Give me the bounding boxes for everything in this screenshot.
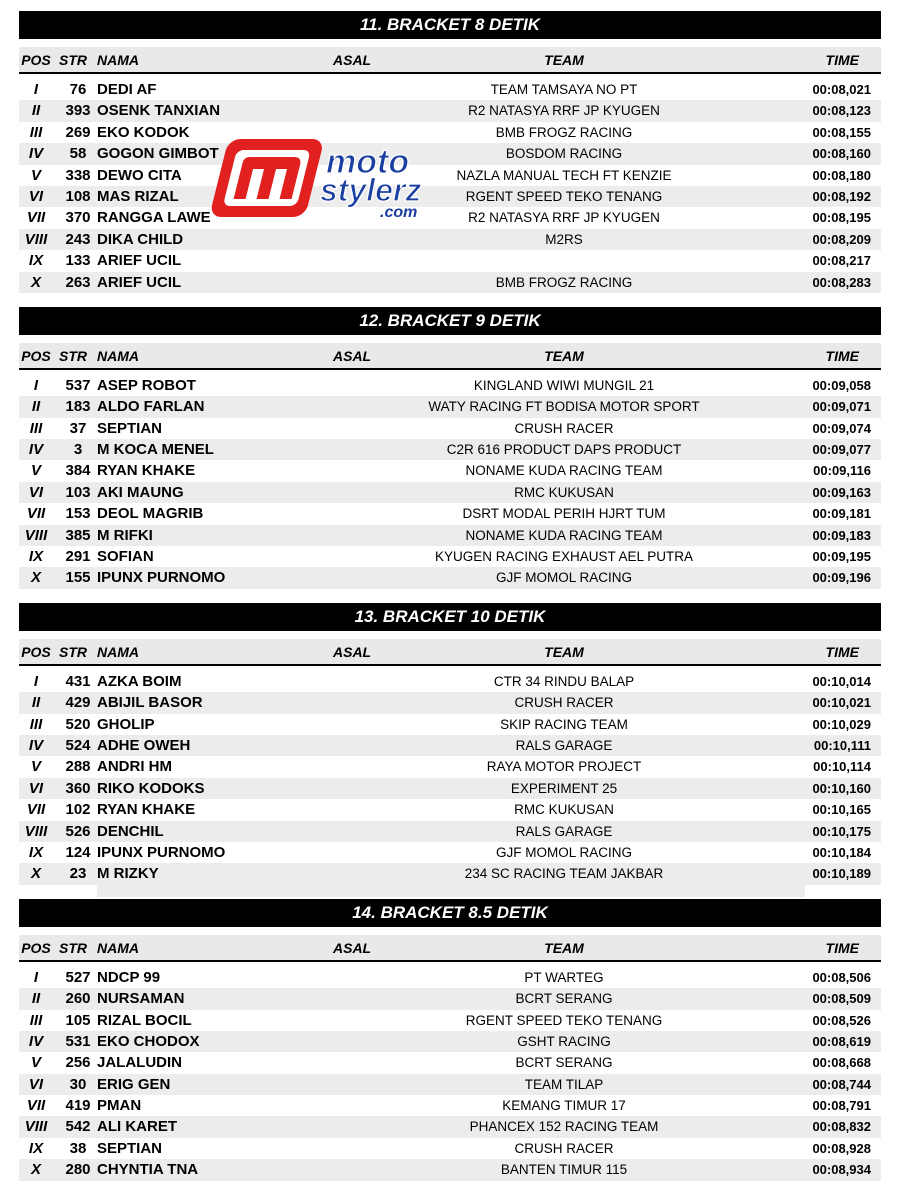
column-header-row [19, 47, 881, 74]
cell-nama: RIKO KODOKS [97, 779, 205, 797]
cell-nama: ABIJIL BASOR [97, 694, 203, 712]
cell-str: 260 [65, 990, 91, 1008]
table-row [19, 100, 881, 121]
cell-str: 23 [69, 865, 87, 883]
cell-str: 30 [69, 1075, 87, 1093]
cell-team: R2 NATASYA RRF JP KYUGEN [468, 210, 660, 226]
cell-nama: M RIZKY [97, 865, 159, 883]
cell-time: 00:08,832 [812, 1119, 871, 1135]
table-row [19, 842, 881, 863]
column-header-str: STR [59, 52, 87, 68]
cell-time: 00:10,165 [812, 802, 871, 818]
cell-time: 00:08,526 [812, 1012, 871, 1028]
table-row [19, 1159, 881, 1180]
column-header-time: TIME [825, 643, 859, 660]
cell-nama: RYAN KHAKE [97, 462, 196, 480]
column-header-str: STR [59, 939, 87, 956]
cell-team: GJF MOMOL RACING [495, 844, 632, 860]
cell-time: 00:09,077 [812, 442, 871, 458]
cell-team: 234 SC RACING TEAM JAKBAR [464, 866, 664, 882]
table-row [19, 1095, 881, 1116]
cell-nama: OSENK TANXIAN [97, 102, 221, 120]
cell-team: CRUSH RACER [514, 695, 614, 711]
cell-nama: IPUNX PURNOMO [97, 569, 226, 587]
cell-pos: VIII [24, 1118, 48, 1136]
cell-time: 00:08,209 [812, 231, 871, 247]
cell-time: 00:08,021 [812, 82, 871, 97]
table-row [19, 988, 881, 1009]
table-row [19, 863, 881, 884]
cell-nama: NURSAMAN [97, 990, 185, 1008]
bracket-section [19, 307, 881, 589]
cell-pos: X [30, 273, 41, 291]
cell-str: 419 [65, 1097, 91, 1115]
table-row [19, 503, 881, 524]
column-header-pos: POS [21, 939, 51, 956]
cell-pos: III [29, 1011, 43, 1029]
cell-pos: VII [26, 1097, 46, 1115]
cell-team: BCRT SERANG [515, 991, 613, 1007]
cell-time: 00:08,155 [812, 124, 871, 140]
column-header-nama: NAMA [97, 52, 139, 68]
cell-str: 527 [65, 968, 91, 986]
cell-time: 00:09,195 [812, 549, 871, 565]
cell-str: 269 [65, 123, 91, 141]
cell-time: 00:08,195 [812, 210, 871, 226]
cell-team: M2RS [545, 231, 583, 247]
cell-team: CRUSH RACER [514, 420, 614, 436]
cell-team: CRUSH RACER [514, 1140, 614, 1156]
cell-team: BMB FROGZ RACING [495, 124, 633, 140]
cell-team: RMC KUKUSAN [514, 484, 614, 500]
cell-time: 00:08,192 [812, 188, 871, 204]
cell-time: 00:09,181 [812, 506, 871, 522]
cell-team: RALS GARAGE [515, 737, 613, 753]
cell-str: 520 [65, 715, 91, 733]
cell-time: 00:10,029 [812, 716, 871, 732]
column-header-str: STR [59, 643, 87, 660]
cell-time: 00:10,184 [812, 844, 871, 860]
cell-time: 00:09,116 [813, 463, 871, 479]
table-row [19, 1138, 881, 1159]
cell-pos: IV [28, 441, 44, 459]
column-header-team: TEAM [544, 643, 584, 660]
cell-nama: JALALUDIN [97, 1054, 182, 1072]
table-row [19, 546, 881, 567]
column-header-team: TEAM [544, 939, 584, 956]
cell-pos: VII [26, 505, 46, 523]
table-row [19, 229, 881, 250]
cell-time: 00:09,074 [812, 420, 871, 436]
cell-pos: II [31, 990, 41, 1008]
table-row [19, 1074, 881, 1095]
cell-str: 58 [69, 145, 87, 163]
cell-nama: MAS RIZAL [97, 187, 179, 205]
cell-time: 00:08,619 [812, 1033, 871, 1049]
cell-time: 00:10,014 [812, 673, 871, 689]
cell-time: 00:10,114 [813, 759, 871, 775]
cell-team: BMB FROGZ RACING [495, 274, 633, 290]
svg-text:moto: moto [326, 143, 410, 181]
table-row [19, 482, 881, 503]
table-row [19, 778, 881, 799]
cell-pos: IV [28, 736, 44, 754]
column-header-nama: NAMA [97, 939, 139, 956]
cell-pos: IX [28, 548, 44, 566]
cell-nama: IPUNX PURNOMO [97, 843, 226, 861]
table-row [19, 396, 881, 417]
cell-pos: III [29, 123, 43, 141]
cell-time: 00:09,183 [812, 527, 871, 543]
cell-str: 263 [65, 273, 91, 291]
cell-team: WATY RACING FT BODISA MOTOR SPORT [428, 399, 700, 415]
cell-time: 00:09,163 [812, 484, 871, 500]
table-row [19, 799, 881, 820]
cell-pos: V [30, 166, 41, 184]
cell-pos: V [30, 758, 41, 776]
cell-pos: X [30, 865, 41, 883]
cell-str: 385 [65, 526, 91, 544]
cell-team: RAYA MOTOR PROJECT [486, 759, 642, 775]
cell-str: 370 [65, 209, 91, 227]
cell-str: 155 [65, 569, 91, 587]
cell-str: 37 [69, 419, 87, 437]
cell-pos: X [30, 1161, 41, 1179]
table-row [19, 250, 881, 271]
cell-time: 00:10,021 [812, 695, 871, 711]
cell-pos: IV [28, 1032, 44, 1050]
cell-time: 00:08,180 [812, 167, 871, 183]
cell-time: 00:08,744 [812, 1076, 871, 1092]
cell-str: 108 [65, 187, 91, 205]
cell-time: 00:08,934 [812, 1162, 871, 1178]
cell-team: NAZLA MANUAL TECH FT KENZIE [456, 167, 672, 183]
cell-str: 288 [65, 758, 91, 776]
cell-time: 00:09,058 [812, 377, 871, 393]
section-gap [19, 293, 881, 307]
cell-team: BOSDOM RACING [505, 146, 623, 162]
column-header-asal: ASAL [333, 52, 372, 68]
cell-pos: VIII [24, 822, 48, 840]
cell-team: RALS GARAGE [515, 823, 613, 839]
cell-str: 542 [65, 1118, 91, 1136]
cell-nama: SOFIAN [97, 548, 154, 566]
cell-team: BANTEN TIMUR 115 [500, 1162, 628, 1178]
column-header-time: TIME [825, 347, 859, 364]
column-header-nama: NAMA [97, 347, 139, 364]
cell-nama: M RIFKI [97, 526, 153, 544]
cell-pos: IX [28, 1139, 44, 1157]
cell-nama: RANGGA LAWE [97, 209, 211, 227]
cell-nama: ADHE OWEH [97, 736, 191, 754]
table-row [19, 1010, 881, 1031]
cell-pos: VIII [24, 526, 48, 544]
cell-nama: NDCP 99 [97, 968, 161, 986]
cell-str: 429 [65, 694, 91, 712]
cell-str: 393 [65, 102, 91, 120]
cell-str: 76 [69, 81, 87, 98]
cell-time: 00:09,071 [812, 399, 871, 415]
cell-nama: EKO KODOK [97, 123, 190, 141]
cell-team: NONAME KUDA RACING TEAM [465, 463, 663, 479]
cell-time: 00:08,928 [812, 1140, 871, 1156]
cell-pos: III [29, 419, 43, 437]
column-header-nama: NAMA [97, 643, 139, 660]
cell-team: TEAM TILAP [524, 1076, 604, 1092]
cell-pos: V [30, 1054, 41, 1072]
cell-nama: DEWO CITA [97, 166, 182, 184]
column-header-team: TEAM [544, 347, 584, 364]
cell-pos: VII [26, 801, 46, 819]
cell-str: 105 [65, 1011, 91, 1029]
section-title: 13. BRACKET 10 DETIK [19, 603, 881, 631]
cell-team: NONAME KUDA RACING TEAM [465, 527, 663, 543]
cell-time: 00:08,506 [812, 969, 871, 985]
cell-str: 38 [69, 1139, 87, 1157]
cell-pos: I [33, 376, 39, 394]
cell-str: 338 [65, 166, 91, 184]
cell-nama: GHOLIP [97, 715, 155, 733]
cell-nama: ARIEF UCIL [97, 273, 182, 291]
table-row [19, 756, 881, 777]
cell-time: 00:08,668 [812, 1055, 871, 1071]
table-row [19, 439, 881, 460]
cell-nama: ALDO FARLAN [97, 398, 205, 416]
table-row [19, 1116, 881, 1137]
column-header-pos: POS [21, 347, 51, 364]
cell-pos: VI [28, 187, 44, 205]
column-header-team: TEAM [544, 52, 584, 68]
cell-nama: ARIEF UCIL [97, 252, 182, 270]
cell-pos: VI [28, 483, 44, 501]
cell-team: KINGLAND WIWI MUNGIL 21 [473, 377, 655, 393]
cell-pos: III [29, 715, 43, 733]
cell-team: SKIP RACING TEAM [500, 716, 628, 732]
cell-str: 133 [65, 252, 91, 270]
section-title: 14. BRACKET 8.5 DETIK [19, 899, 881, 927]
cell-nama: ASEP ROBOT [97, 376, 196, 394]
cell-time: 00:09,196 [812, 570, 871, 586]
cell-pos: VI [28, 779, 44, 797]
row-shade-strip [97, 885, 805, 897]
cell-nama: DENCHIL [97, 822, 164, 840]
column-header-row [19, 343, 881, 370]
column-header-asal: ASAL [333, 347, 372, 364]
cell-pos: VIII [24, 230, 48, 248]
cell-time: 00:10,160 [812, 780, 871, 796]
cell-team: RMC KUKUSAN [514, 802, 614, 818]
cell-nama: ALI KARET [97, 1118, 177, 1136]
cell-team: EXPERIMENT 25 [510, 780, 618, 796]
cell-nama: RIZAL BOCIL [97, 1011, 192, 1029]
cell-str: 431 [65, 672, 91, 690]
cell-time: 00:10,189 [812, 866, 871, 882]
cell-team: C2R 616 PRODUCT DAPS PRODUCT [446, 442, 682, 458]
cell-nama: SEPTIAN [97, 1139, 163, 1157]
cell-nama: DIKA CHILD [97, 230, 184, 248]
bracket-section [19, 899, 881, 1181]
cell-nama: RYAN KHAKE [97, 801, 196, 819]
table-row [19, 735, 881, 756]
cell-str: 531 [65, 1032, 91, 1050]
column-header-time: TIME [825, 52, 859, 68]
cell-str: 183 [65, 398, 91, 416]
bracket-section [19, 603, 881, 897]
column-header-str: STR [59, 347, 87, 364]
cell-str: 537 [65, 376, 91, 394]
table-row [19, 525, 881, 546]
cell-team: RGENT SPEED TEKO TENANG [465, 1012, 663, 1028]
column-header-row [19, 935, 881, 962]
section-gap [19, 589, 881, 603]
table-row [19, 460, 881, 481]
cell-time: 00:08,791 [812, 1098, 871, 1114]
cell-time: 00:08,283 [812, 274, 871, 290]
column-header-asal: ASAL [333, 939, 372, 956]
cell-nama: ANDRI HM [97, 758, 172, 776]
cell-nama: SEPTIAN [97, 419, 163, 437]
cell-pos: I [33, 672, 39, 690]
cell-str: 3 [73, 441, 83, 459]
cell-team: PHANCEX 152 RACING TEAM [469, 1119, 659, 1135]
cell-time: 00:10,175 [812, 823, 871, 839]
cell-str: 124 [65, 843, 91, 861]
table-row [19, 375, 881, 396]
table-row [19, 567, 881, 588]
cell-pos: VI [28, 1075, 44, 1093]
cell-pos: IX [28, 252, 44, 270]
cell-nama: EKO CHODOX [97, 1032, 200, 1050]
section-title: 11. BRACKET 8 DETIK [19, 11, 881, 39]
table-row [19, 272, 881, 293]
cell-pos: V [30, 462, 41, 480]
section-title: 12. BRACKET 9 DETIK [19, 307, 881, 335]
cell-pos: I [33, 81, 39, 98]
column-header-row [19, 639, 881, 666]
cell-pos: II [31, 102, 41, 120]
cell-team: GSHT RACING [517, 1033, 611, 1049]
cell-str: 384 [65, 462, 91, 480]
cell-team: TEAM TAMSAYA NO PT [490, 82, 638, 97]
cell-str: 243 [65, 230, 91, 248]
cell-time: 00:08,217 [812, 253, 871, 269]
cell-time: 00:08,123 [812, 103, 871, 119]
cell-str: 153 [65, 505, 91, 523]
cell-team: PT WARTEG [524, 969, 604, 985]
cell-str: 102 [65, 801, 91, 819]
cell-team: GJF MOMOL RACING [495, 570, 632, 586]
cell-nama: CHYNTIA TNA [97, 1161, 199, 1179]
cell-team: KYUGEN RACING EXHAUST AEL PUTRA [434, 549, 694, 565]
cell-nama: DEDI AF [97, 81, 157, 98]
table-row [19, 671, 881, 692]
cell-team: R2 NATASYA RRF JP KYUGEN [468, 103, 660, 119]
cell-pos: I [33, 968, 39, 986]
cell-str: 103 [65, 483, 91, 501]
cell-pos: X [30, 569, 41, 587]
cell-str: 291 [65, 548, 91, 566]
column-header-time: TIME [825, 939, 859, 956]
cell-team: BCRT SERANG [515, 1055, 613, 1071]
cell-team: RGENT SPEED TEKO TENANG [465, 188, 663, 204]
cell-nama: AZKA BOIM [97, 672, 182, 690]
table-row [19, 79, 881, 100]
cell-pos: IV [28, 145, 44, 163]
column-header-pos: POS [21, 52, 51, 68]
table-row [19, 692, 881, 713]
cell-nama: M KOCA MENEL [97, 441, 214, 459]
cell-str: 524 [65, 736, 91, 754]
cell-str: 256 [65, 1054, 91, 1072]
cell-team: DSRT MODAL PERIH HJRT TUM [462, 506, 666, 522]
column-header-pos: POS [21, 643, 51, 660]
svg-text:.com: .com [380, 204, 418, 221]
cell-nama: ERIG GEN [97, 1075, 171, 1093]
cell-pos: II [31, 694, 41, 712]
motostylerz-logo [208, 133, 460, 223]
table-row [19, 821, 881, 842]
cell-str: 360 [65, 779, 91, 797]
column-header-asal: ASAL [333, 643, 372, 660]
cell-pos: IX [28, 843, 44, 861]
cell-team: KEMANG TIMUR 17 [502, 1098, 626, 1114]
cell-team: CTR 34 RINDU BALAP [493, 673, 635, 689]
svg-text:stylerz: stylerz [320, 172, 422, 208]
table-row [19, 1031, 881, 1052]
cell-time: 00:08,509 [812, 991, 871, 1007]
table-row [19, 967, 881, 988]
cell-nama: AKI MAUNG [97, 483, 184, 501]
table-row [19, 418, 881, 439]
table-row [19, 1052, 881, 1073]
cell-pos: VII [26, 209, 46, 227]
cell-time: 00:10,111 [813, 737, 871, 753]
cell-time: 00:08,160 [812, 146, 871, 162]
cell-pos: II [31, 398, 41, 416]
cell-nama: DEOL MAGRIB [97, 505, 204, 523]
cell-str: 280 [65, 1161, 91, 1179]
cell-str: 526 [65, 822, 91, 840]
table-row [19, 714, 881, 735]
cell-nama: PMAN [97, 1097, 142, 1115]
cell-nama: GOGON GIMBOT [97, 145, 219, 163]
